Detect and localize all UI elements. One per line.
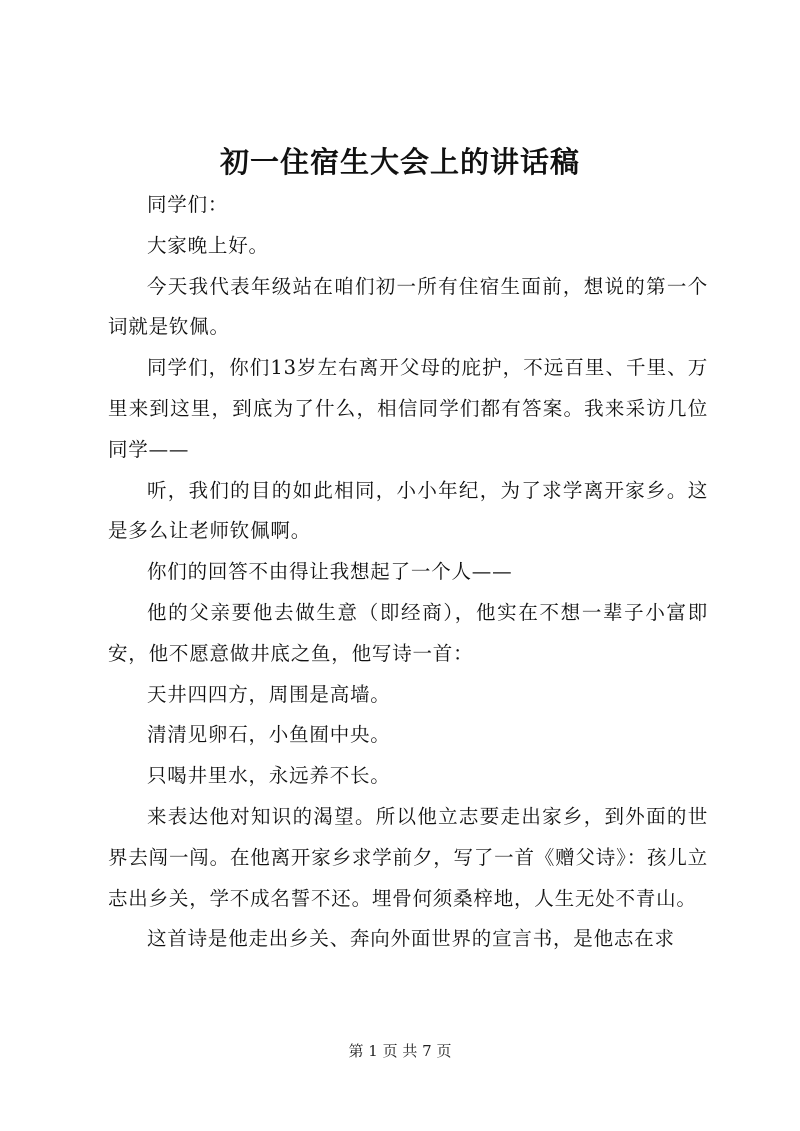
poem-line-3: 只喝井里水，永远养不长。 — [147, 764, 391, 788]
paragraph-declaration: 这首诗是他走出乡关、奔向外面世界的宣言书，是他志在求 — [147, 927, 675, 951]
paragraph-admiration: 今天我代表年级站在咱们初一所有住宿生面前，想说的第一个词就是钦佩。 — [108, 274, 708, 339]
paragraph-reminds-of-person: 你们的回答不由得让我想起了一个人—— — [147, 560, 513, 584]
paragraph-why-here: 同学们，你们13岁左右离开父母的庇护，不远百里、千里、万里来到这里，到底为了什么，相信同学们都有答案。我来采访几位同学—— — [108, 356, 708, 461]
poem-line-2: 清清见卵石，小鱼囿中央。 — [147, 723, 391, 747]
paragraph-thirst-for-knowledge: 来表达他对知识的渴望。所以他立志要走出家乡，到外面的世界去闯一闯。在他离开家乡求学前夕，写了一首《赠父诗》：孩儿立志出乡关，学不成名誓不还。埋骨何须桑梓地，人生无处不青山。 — [108, 804, 708, 910]
paragraph-greeting: 同学们： — [147, 193, 229, 216]
page-footer: 第 1 页 共 7 页 — [348, 1042, 452, 1060]
paragraph-same-goal: 听，我们的目的如此相同，小小年纪，为了求学离开家乡。这是多么让老师钦佩啊。 — [108, 478, 708, 543]
document-body — [108, 185, 708, 960]
paragraph-father-business: 他的父亲要他去做生意（即经商），他实在不想一辈子小富即安，他不愿意做井底之鱼，他写诗一首： — [108, 600, 708, 665]
document-title: 初一住宿生大会上的讲话稿 — [219, 145, 580, 179]
poem-line-1: 天井四四方，周围是高墙。 — [147, 682, 391, 706]
paragraph-good-evening: 大家晚上好。 — [147, 233, 269, 257]
